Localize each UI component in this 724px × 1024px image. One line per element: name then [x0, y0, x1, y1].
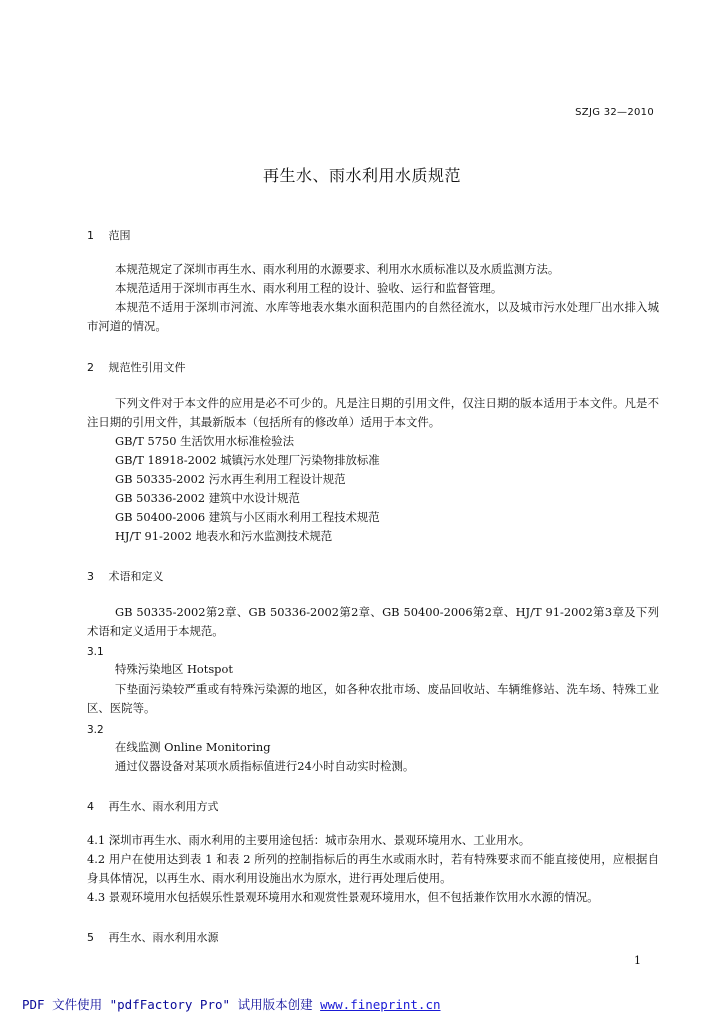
pdf-footer — [22, 995, 441, 1013]
section-title: 再生水、雨水利用水源 — [108, 931, 219, 944]
section-number: 5 — [87, 931, 94, 944]
document-number: SZJG 32—2010 — [575, 107, 654, 118]
clause-item: 4.3 景观环境用水包括娱乐性景观环境用水和观赏性景观环境用水，但不包括兼作饮用水水源的情况。 — [87, 890, 599, 904]
term-number: 3.1 — [87, 646, 104, 658]
section-2-heading — [87, 358, 186, 377]
section-number: 3 — [87, 570, 94, 583]
reference-item: GB 50336-2002 建筑中水设计规范 — [115, 491, 300, 505]
section-title: 再生水、雨水利用方式 — [108, 800, 219, 813]
section-3-heading — [87, 567, 164, 586]
paragraph: 本规范不适用于深圳市河流、水库等地表水集水面积范围内的自然径流水，以及城市污水处理厂出水排入城市河道的情况。 — [87, 300, 659, 333]
paragraph: GB 50335-2002第2章、GB 50336-2002第2章、GB 50400-2006第2章、HJ/T 91-2002第3章及下列术语和定义适用于本规范。 — [87, 605, 659, 638]
section-4-heading — [87, 797, 219, 816]
paragraph: 下列文件对于本文件的应用是必不可少的。凡是注日期的引用文件，仅注日期的版本适用于本文件。凡是不注日期的引用文件，其最新版本（包括所有的修改单）适用于本文件。 — [87, 396, 659, 429]
section-number: 2 — [87, 361, 94, 374]
reference-item: GB 50335-2002 污水再生利用工程设计规范 — [115, 472, 346, 486]
reference-item: GB/T 5750 生活饮用水标准检验法 — [115, 434, 295, 448]
footer-text: PDF 文件使用 "pdfFactory Pro" 试用版本创建 — [22, 997, 321, 1012]
term-definition: 下垫面污染较严重或有特殊污染源的地区，如各种农批市场、废品回收站、车辆维修站、洗车场、特殊工业区、医院等。 — [87, 682, 659, 715]
clause-item: 4.1 深圳市再生水、雨水利用的主要用途包括：城市杂用水、景观环境用水、工业用水。 — [87, 833, 531, 847]
term-definition: 通过仪器设备对某项水质指标值进行24小时自动实时检测。 — [115, 759, 415, 773]
reference-item: GB 50400-2006 建筑与小区雨水利用工程技术规范 — [115, 510, 380, 524]
page-number: 1 — [634, 954, 641, 967]
clause-item: 4.2 用户在使用达到表 1 和表 2 所列的控制指标后的再生水或雨水时，若有特殊要求而不能直接使用，应根据自身具体情况，以再生水、雨水利用设施出水为原水，进行再处理后使用。 — [87, 852, 659, 885]
paragraph: 本规范规定了深圳市再生水、雨水利用的水源要求、利用水水质标准以及水质监测方法。 — [115, 262, 560, 276]
section-number: 1 — [87, 229, 94, 242]
section-title: 术语和定义 — [108, 570, 164, 583]
term-number: 3.2 — [87, 724, 104, 736]
section-title: 规范性引用文件 — [108, 361, 186, 374]
section-5-heading — [87, 928, 219, 947]
section-title: 范围 — [108, 229, 131, 242]
section-number: 4 — [87, 800, 94, 813]
reference-item: HJ/T 91-2002 地表水和污水监测技术规范 — [115, 529, 333, 543]
footer-link[interactable]: www.fineprint.cn — [320, 997, 441, 1012]
term-name: 特殊污染地区 Hotspot — [115, 662, 233, 676]
reference-item: GB/T 18918-2002 城镇污水处理厂污染物排放标准 — [115, 453, 380, 467]
document-title: 再生水、雨水利用水质规范 — [262, 166, 461, 185]
section-1-heading — [87, 226, 131, 245]
paragraph: 本规范适用于深圳市再生水、雨水利用工程的设计、验收、运行和监督管理。 — [115, 281, 503, 295]
term-name: 在线监测 Online Monitoring — [115, 740, 271, 754]
